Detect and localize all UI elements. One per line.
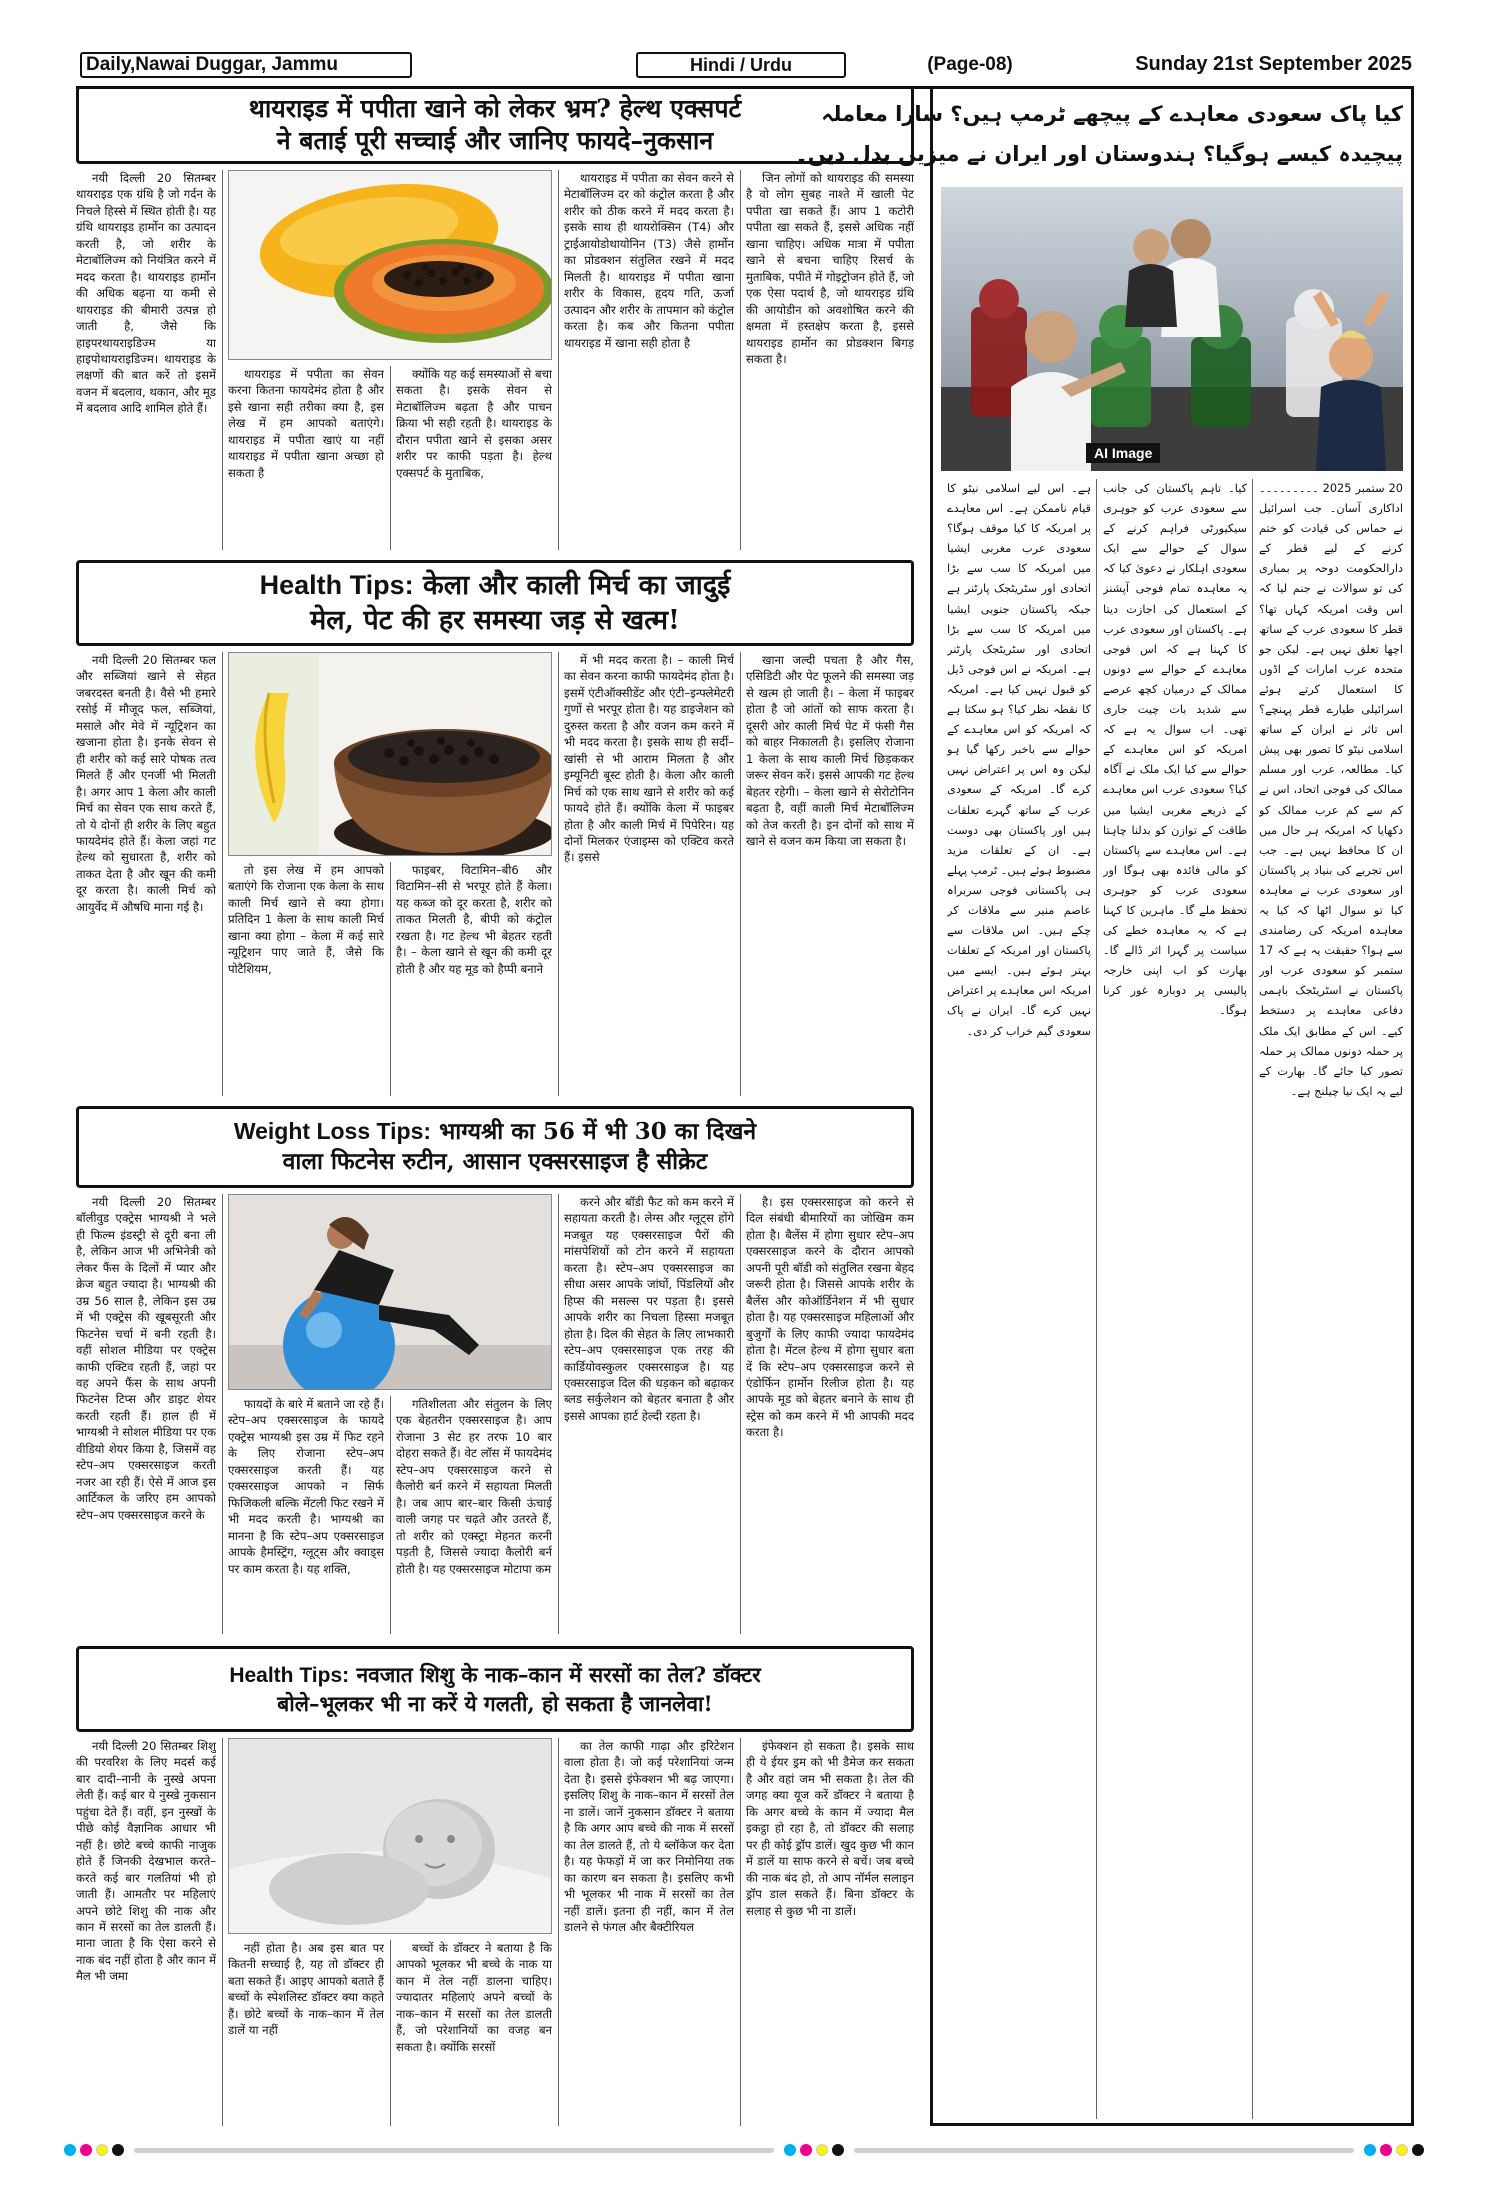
article-newborn-oil: [76, 1646, 914, 2126]
body-text: थायराइड में पपीता का सेवन करने से मेटाबॉलिज्म दर को कंट्रोल करता है और शरीर को ठीक करने में मदद करता है। इसके साथ ही थायरोक्सिन (T4) और ट्राईआयोडोथायोनिन (T3) जैसे हार्मोन का प्रोडक्शन संतुलित रखने में मदद मिलती है। थायराइड में पपीता खाना शरीर के विकास, हृदय गति, ऊर्जा उत्पादन और शरीर के तापमान को कंट्रोल करता है। कब और कितना पपीता थायराइड में खाना सही होता है: [564, 171, 734, 350]
cyan-dot: [1364, 2144, 1376, 2156]
body-text: में भी मदद करता है। – काली मिर्च का सेवन करना काफी फायदेमंद होता है। इसमें एंटीऑक्सीडेंट और एंटी–इन्फ्लेमेटरी गुणों से भरपूर होता है। यह डाइजेशन को दुरुस्त करता है और वजन कम करने में भी मदद करता है। इसके साथ ही सर्दी–खांसी से भी आराम मिलता है और इम्यूनिटी बूस्ट होती है। केला और काली मिर्च को एक साथ खाने से शरीर को कई फायदे होते हैं। क्योंकि केला में फाइबर होता है और काली मिर्च में पिपेरिन। यह दोनों मिलकर एंजाइम्स को एक्टिव करते हैं। इससे: [564, 653, 734, 865]
body-text: जिन लोगों को थायराइड की समस्या है वो लोग सुबह नाश्ते में खाली पेट पपीता खा सकते हैं। आप 1 कटोरी पपीता खा सकते हैं, इससे अधिक नहीं खाना चाहिए। अधिक मात्रा में पपीता खाने से बचना चाहिए रिसर्च के मुताबिक, पपीते में गोइट्रोजन होते हैं, जो एक ऐसा पदार्थ है, जो थायराइड ग्रंथि की आयोडीन को अवशोषित करने की क्षमता में हस्तक्षेप करता है, इससे थायराइड हार्मोन का प्रोडक्शन बिगड़ सकता है।: [746, 171, 914, 366]
body-text: का तेल काफी गाढ़ा और इरिटेशन वाला होता है। जो कई परेशानियां जन्म देता है। इससे इंफेक्शन भी बढ़ जाएगा। इसलिए शिशु के नाक–कान में सरसों तेल ना डालें। जानें नुकसान डॉक्टर ने बताया है कि अगर आप बच्चे की नाक में सरसों का तेल डालते हैं, तो ये ब्लॉकेज कर देता है। यह फेफड़ों में जा कर निमोनिया तक का कारण बन सकता है। इसलिए कभी भी भूलकर भी नाक में सरसों का तेल नहीं डालें। इतना ही नहीं, कान में तेल डालने से फंगल और बैक्टीरियल: [564, 1739, 734, 1934]
body-text: फायदों के बारे में बताने जा रहे हैं। स्टेप–अप एक्सरसाइज के फायदे एक्ट्रेस भाग्यश्री इस उम्र में फिट रहने के लिए रोजाना स्टेप–अप एक्सरसाइज करती हैं। यह एक्सरसाइज आपको न सिर्फ फिजिकली बल्कि मेंटली फिट रखने में भी मदद करती है। भाग्यश्री का मानना है कि स्टेप–अप एक्सरसाइज आपके हैमस्ट्रिंग, ग्लूट्स और क्वाड्स पर काम करता है। यह शक्ति,: [228, 1397, 384, 1576]
gray-bar: [134, 2148, 774, 2153]
black-dot: [832, 2144, 844, 2156]
body-text: गतिशीलता और संतुलन के लिए एक बेहतरीन एक्सरसाइज है। आप रोजाना 3 सेट हर तरफ 10 बार दोहरा सकते हैं। वेट लॉस में फायदेमंद स्टेप–अप एक्सरसाइज करने से कैलोरी बर्न करने में सहायता मिलती है। जब आप बार–बार किसी ऊंचाई वाली जगह पर चढ़ते और उतरते हैं, तो शरीर को एक्स्ट्रा मेहनत करनी पड़ती है, जिससे ज्यादा कैलोरी बर्न होती है। यह एक्सरसाइज मोटापा कम: [396, 1397, 552, 1576]
article-papaya-thyroid: [76, 86, 914, 552]
print-registration-bar: [60, 2144, 1440, 2158]
article-body: [76, 652, 914, 1096]
article-headline: [76, 86, 914, 164]
body-column-5: [746, 1738, 914, 2126]
body-column-5: [746, 170, 914, 550]
black-dot: [112, 2144, 124, 2156]
masthead: [76, 52, 1412, 80]
body-column-2: [228, 862, 384, 1096]
column-rule: [740, 1194, 741, 1634]
column-rule: [558, 1738, 559, 2126]
issue-date: Sunday 21st September 2025: [1135, 53, 1412, 75]
body-text: फाइबर, विटामिन–बी6 और विटामिन–सी से भरपूर होते हैं केला। यह कब्ज को दूर करता है, शरीर को ताकत मिलती है, बीपी को कंट्रोल रखता है। गट हेल्थ भी बेहतर रहती है। – केला खाने से खून की कमी दूर होती है और यह मूड को हैप्पी बनाने: [396, 863, 552, 976]
headline-tag: Weight Loss Tips:: [233, 1118, 432, 1145]
column-rule: [390, 1396, 391, 1634]
body-text: नयी दिल्ली 20 सितम्बर फल और सब्जियां खाने से सेहत जबरदस्त बनती है। वैसे भी हमारे रसोई में मौजूद फल, सब्जियां, मसाले और मेवे में न्यूट्रिशन का खजाना होता है। इनके सेवन से ही शरीर को कई सारे पोषक तत्व मिलते हैं और एनर्जी भी मिलती है। अगर आप 1 केला और काली मिर्च का सेवन एक साथ करते हैं, तो ये दोनों ही शरीर के लिए बहुत फायदेमंद होते हैं। केला जहां गट हेल्थ को सुधारता है, शरीर को ताकत देता है और खून की कमी दूर करता है। काली मिर्च को आयुर्वेद में औषधि माना गई है।: [76, 653, 216, 914]
body-text: थायराइड में पपीता का सेवन करना कितना फायदेमंद होता है और इसे खाना सही तरीका क्या है, इस लेख में हम आपको बताएंगे। थायराइड में पपीता खाएं या नहीं थायराइड में पपीता खाना अच्छा हो सकता है: [228, 367, 384, 480]
headline-text: नवजात शिशु के नाक–कान में सरसों का तेल? डॉक्टर: [356, 1662, 761, 1688]
headline-line-1: [260, 568, 731, 603]
magenta-dot: [800, 2144, 812, 2156]
column-rule: [740, 1738, 741, 2126]
headline-line-1: [229, 1661, 760, 1689]
papaya-photo: [228, 170, 552, 360]
urdu-column-3: ہے۔ اس لیے اسلامی نیٹو کا قیام ناممکن ہے۔ اس معاہدے پر امریکہ کا کیا موقف ہوگا؟ سعودی عرب مغربی ایشیا میں امریکہ کا سب سے بڑا اتحادی اور سٹریٹجک پارٹنر ہے جبکہ پاکستان جنوبی ایشیا میں امریکہ کا سب سے بڑا اتحادی اور سٹریٹجک پارٹنر ہے۔ امریکہ نے اس فوجی ڈیل کو قبول نہیں کیا ہے۔ امریکہ کا نقطہ نظر کیا؟ ہو سکتا ہے کہ امریکہ کو اس معاہدے کے حوالے سے باخبر رکھا گیا ہو لیکن وہ اس پر اعتراض نہیں کرے گا۔ امریکہ کے سعودی عرب کے ساتھ گہرے تعلقات ہیں اور پاکستان بھی دوست ہے۔ ان کے تعلقات مزید مضبوط ہوئے ہیں۔ ٹرمپ پہلے ہی پاکستانی فوجی سربراہ عاصم منیر سے ملاقات کر چکے ہیں۔ اس ملاقات سے پاکستان اور امریکہ کے تعلقات بہتر ہوئے ہیں۔ ایسے میں امریکہ اس معاہدے پر اعتراض نہیں کرے گا۔ ایران نے پاک سعودی گیم خراب کر دی۔: [947, 482, 1091, 1038]
body-column-3: [396, 1940, 552, 2126]
column-rule: [390, 862, 391, 1096]
headline-line-2: मेल, पेट की हर समस्या जड़ से खत्म!: [310, 605, 680, 636]
column-rule: [222, 652, 223, 1096]
headline-line-2: बोले–भूलकर भी ना करें ये गलती, हो सकता है जानलेवा!: [277, 1690, 713, 1716]
body-column-4: [564, 652, 734, 1096]
column-rule: [390, 366, 391, 550]
gray-bar: [854, 2148, 1354, 2153]
body-text: तो इस लेख में हम आपको बताएंगे कि रोजाना एक केला के साथ काली मिर्च खाने से क्या होगा। प्रतिदिन 1 केला के साथ काली मिर्च खाना क्या होगा – केला में कई सारे न्यूट्रिशन पाए जाते हैं, जैसे कि पोटैशियम,: [228, 863, 384, 976]
headline-tag: Health Tips:: [259, 569, 414, 600]
column-rule: [222, 170, 223, 550]
yellow-dot: [96, 2144, 108, 2156]
body-text: बच्चों के डॉक्टर ने बताया है कि आपको भूलकर भी बच्चे के नाक या कान में तेल नहीं डालना चाहिए। ज्यादातर महिलाएं अपने बच्चों के नाक–कान में सरसों का तेल डालती हैं, जो परेशानियों का वजह बन सकता है। क्योंकि सरसों: [396, 1941, 552, 2054]
black-dot: [1412, 2144, 1424, 2156]
column-rule: [558, 170, 559, 550]
page-number: (Page-08): [927, 54, 1013, 75]
body-column-3: [396, 366, 552, 550]
paper-name: Daily,Nawai Duggar, Jammu: [80, 52, 412, 78]
body-column-3: [396, 1396, 552, 1634]
body-column-1: [76, 170, 216, 550]
baby-photo: [228, 1738, 552, 1934]
headline-line-1: کیا پاک سعودی معاہدے کے پیچھے ٹرمپ ہیں؟ سارا معاملہ: [821, 102, 1403, 126]
article-body: [76, 1194, 914, 1634]
column-rule: [222, 1194, 223, 1634]
headline-line-1: [234, 1117, 756, 1147]
yellow-dot: [816, 2144, 828, 2156]
body-text: है। इस एक्सरसाइज को करने से दिल संबंधी बीमारियों का जोखिम कम होता है। बैलेंस में होगा सुधार स्टेप–अप एक्सरसाइज करने के दौरान आपको अपनी पूरी बॉडी को संतुलित रखना बेहद जरूरी होता है। जिससे आपके शरीर के बैलेंस और कोऑर्डिनेशन में भी सुधार होता है। यह एक्सरसाइज महिलाओं और बुजुर्गों के लिए काफी ज्यादा फायदेमंद होता है। मेंटल हेल्थ में होगा सुधार बता दें कि स्टेप–अप एक्सरसाइज करने से एंडोर्फिन हार्मोन रिलीज होता है। यह आपके मूड को बेहतर बनाने के साथ ही स्ट्रेस को कम करने में भी आपकी मदद करता है।: [746, 1195, 914, 1440]
headline-line-2: پیچیدہ کیسے ہوگیا؟ ہندوستان اور ایران نے میزیں بدل دیں۔: [795, 141, 1403, 166]
headline-tag: Health Tips:: [229, 1664, 350, 1688]
magenta-dot: [1380, 2144, 1392, 2156]
article-headline: [76, 1646, 914, 1732]
article-headline: [76, 1106, 914, 1188]
body-column-4: [564, 1738, 734, 2126]
body-column-1: [76, 1738, 216, 2126]
body-text: नयी दिल्ली 20 सितम्बर बॉलीवुड एक्ट्रेस भाग्यश्री ने भले ही फिल्म इंडस्ट्री से दूरी बना ली है, लेकिन आज भी अभिनेत्री को लेकर फैंस के दिलों में प्यार और क्रेज बहुत ज्यादा है। भाग्यश्री की उम्र 56 साल है, लेकिन इस उम्र में भी एक्ट्रेस की खूबसूरती और फिटनेस चर्चा में बनी रहती है। वहीं सोशल मीडिया पर एक्ट्रेस काफी एक्टिव रहती हैं, जहां पर वह अपने फैंस के साथ अपनी फिटनेस टिप्स और डाइट शेयर करती रहती हैं। हाल ही में भाग्यश्री ने सोशल मीडिया पर एक वीडियो शेयर किया है, जिसमें वह स्टेप–अप एक्सरसाइज करती नजर आ रही हैं। ऐसे में आज इस आर्टिकल के जरिए हम आपको स्टेप–अप एक्सरसाइज करने के: [76, 1195, 216, 1522]
body-column-2: [228, 1940, 384, 2126]
article-banana-pepper: [76, 560, 914, 1098]
headline-line-2: ने बताई पूरी सच्चाई और जानिए फायदे–नुकसान: [276, 126, 714, 155]
body-text: नहीं होता है। अब इस बात पर कितनी सच्चाई है, यह तो डॉक्टर ही बता सकते हैं। आइए आपको बताते हैं बच्चों के स्पेशलिस्ट डॉक्टर क्या कहते हैं। छोटे बच्चों के नाक–कान में तेल डालें या नहीं: [228, 1941, 384, 2038]
body-text: नयी दिल्ली 20 सितम्बर शिशु की परवरिश के लिए मदर्स कई बार दादी–नानी के नुस्खे अपना लेती हैं। कई बार ये नुस्खे नुकसान पहुंचा देते हैं। वहीं, इन नुस्खों के पीछे कोई वैज्ञानिक आधार भी नहीं है। छोटे बच्चे काफी नाजुक होते हैं जिनकी देखभाल करते–करते कई बार गलतियां भी हो जाती हैं। आमतौर पर महिलाएं अपने छोटे शिशु की नाक और कान में सरसों का तेल डालती हैं। माना जाता है कि ऐसा करने से नाक बंद नहीं होता है और कान में मैल भी जमा: [76, 1739, 216, 1984]
body-column-2: [228, 1396, 384, 1634]
headline-line-1: थायराइड में पपीता खाने को लेकर भ्रम? हेल्थ एक्सपर्ट: [248, 93, 742, 123]
body-column-3: [396, 862, 552, 1096]
article-body: [76, 1738, 914, 2126]
urdu-column-2: کیا۔ تاہم پاکستان کی جانب سے سعودی عرب کو جوہری سیکیورٹی فراہم کرنے کے سوال کے حوالے سے ایک سعودی اہلکار نے دعویٰ کیا کہ یہ معاہدہ تمام فوجی آپشنز کے استعمال کی اجازت دیتا ہے۔ پاکستان اور سعودی عرب کا کہنا ہے کہ اس فوجی معاہدے کے حوالے سے دونوں ممالک کے درمیان کچھ عرصے سے شدید بات چیت جاری تھی۔ اب سوال یہ ہے کہ امریکہ کو اس معاہدے کے حوالے سے کیا ایک ملک نے آگاہ کیا؟ سعودی عرب اس معاہدے کے ذریعے مغربی ایشیا میں طاقت کے توازن کو بدلنا چاہتا ہے۔ اس معاہدے سے پاکستان کو مالی فائدہ بھی ہوگا اور سعودی عرب کو جوہری تحفظ ملے گا۔ ماہرین کا کہنا ہے کہ یہ معاہدہ خطے کی سیاست پر گہرا اثر ڈالے گا۔ بھارت کو اب اپنی خارجہ پالیسی پر دوبارہ غور کرنا ہوگا۔: [1103, 482, 1247, 1018]
chess-leaders-photo: [941, 187, 1403, 471]
body-column-4: [564, 1194, 734, 1634]
column-rule: [1096, 479, 1097, 2119]
body-text: क्योंकि यह कई समस्याओं से बचा सकता है। इसके सेवन से मेटाबॉलिज्म बढ़ता है और पाचन क्रिया भी सही रहती है। थायराइड के दौरान पपीता खाने से इसका असर शरीर पर काफी पड़ता है। हेल्थ एक्सपर्ट के मुताबिक,: [396, 367, 552, 480]
magenta-dot: [80, 2144, 92, 2156]
yellow-dot: [1396, 2144, 1408, 2156]
headline-text: केला और काली मिर्च का जादुई: [423, 569, 731, 601]
headline-line-2: वाला फिटनेस रुटीन, आसान एक्सरसाइज है सीक्रेट: [282, 1148, 708, 1175]
cyan-dot: [784, 2144, 796, 2156]
urdu-headline: [795, 95, 1403, 185]
cyan-dot: [64, 2144, 76, 2156]
column-rule: [558, 652, 559, 1096]
body-column-1: [76, 1194, 216, 1634]
body-column-2: [228, 366, 384, 550]
body-column-5: [746, 1194, 914, 1634]
urdu-body: [941, 479, 1403, 2119]
body-text: खाना जल्दी पचता है और गैस, एसिडिटी और पेट फूलने की समस्या जड़ से खत्म हो जाती है। – केला में फाइबर होता है जो आंतों को साफ करता है। दूसरी ओर काली मिर्च पेट में फंसी गैस को बाहर निकालती है। इसलिए रोजाना 1 केला के साथ काली मिर्च छिड़ककर जरूर सेवन करें। इससे आपकी गट हेल्थ बेहतर रहेगी। – केला खाने से सेरोटोनिन बढ़ता है, वहीं काली मिर्च मेटाबॉलिज्म को तेज करती है। इन दोनों को साथ में खाने से वजन कम किया जा सकता है।: [746, 653, 914, 848]
column-rule: [740, 652, 741, 1096]
urdu-column-1: 20 ستمبر 2025 ۔۔۔۔۔۔۔۔۔ اداکاری آسان۔ جب اسرائیل نے حماس کی قیادت کو ختم کرنے کے لیے قطر کے دارالحکومت دوحہ پر بمباری کی تو سوالات نے جنم لیا کہ اس وقت امریکہ کہاں تھا؟ قطر کا سعودی عرب کے ساتھ اچھا تعلق نہیں ہے۔ لیکن جو متحدہ عرب امارات کے اڈوں کا استعمال کرتے ہوئے اسرائیلی طیارے قطر پہنچے؟ اس تاثر نے ایران کے ساتھ اسلامی نیٹو کا تصور بھی پیش کیا۔ مطالعہ، عرب اور مسلم ممالک کی فوجی اتحاد، اس نے کم سے کم عرب ممالک کو دکھایا کہ امریکہ ہر حال میں ان کا محافظ نہیں ہے۔ جب اس تجربے کی بنیاد پر پاکستان اور سعودی عرب نے معاہدہ کیا تو سوال اٹھا کہ کیا یہ معاہدہ امریکہ کی رضامندی سے ہوا؟ حقیقت یہ ہے کہ 17 ستمبر کو سعودی عرب اور پاکستان نے اسٹریٹجک باہمی دفاعی معاہدے پر دستخط کیے۔ اس کے مطابق ایک ملک پر حملہ دونوں ممالک پر حملہ تصور کیا جائے گا۔ بھارت کے لیے یہ ایک نیا چیلنج ہے۔: [1259, 482, 1403, 1098]
column-rule: [1252, 479, 1253, 2119]
body-text: नयी दिल्ली 20 सितम्बर थायराइड एक ग्रंथि है जो गर्दन के निचले हिस्से में स्थित होती है। यह ग्रंथि थायराइड हार्मोन का उत्पादन करती है, जो शरीर के मेटाबॉलिज्म को नियंत्रित करने में मदद करता है। थायराइड हार्मोन की अधिक बढ़ना या कमी से थायराइड की बीमारी उत्पन्न हो जाती है, जैसे कि हाइपरथायराइडिज्म या हाइपोथायराइडिज्म। थायराइड के लक्षणों की बात करें तो इसमें वजन में बदलाव, थकान, और मूड में बदलाव आदि शामिल होते हैं।: [76, 171, 216, 416]
body-text: इंफेक्शन हो सकता है। इसके साथ ही ये ईयर ड्रम को भी डैमेज कर सकता है और वहां जम भी सकता है। तेल की जगह क्या यूज करें डॉक्टर ने बताया है कि अगर बच्चे के कान में ज्यादा मैल इकट्ठा हो रहा है, तो डॉक्टर की सलाह पर ही कोई ड्रॉप डालें। खुद कुछ भी कान में डालें या साफ करने से बचें। जब बच्चे की नाक बंद हो, तो आप नॉर्मल सलाइन ड्रॉप डाल सकते हैं। बिना डॉक्टर के सलाह से कुछ भी ना डालें।: [746, 1739, 914, 1918]
hindi-section: [76, 86, 914, 2126]
article-bhagyashree-fitness: [76, 1106, 914, 1636]
fitness-photo: [228, 1194, 552, 1390]
body-column-1: [76, 652, 216, 1096]
article-headline: [76, 560, 914, 646]
column-rule: [558, 1194, 559, 1634]
column-rule: [390, 1940, 391, 2126]
headline-text: भाग्यश्री का 56 में भी 30 का दिखने: [439, 1118, 757, 1146]
article-body: [76, 170, 914, 550]
language-label: Hindi / Urdu: [636, 52, 846, 78]
column-rule: [740, 170, 741, 550]
column-rule: [222, 1738, 223, 2126]
ai-image-label: AI Image: [1086, 443, 1160, 463]
banana-pepper-photo: [228, 652, 552, 856]
body-text: करने और बॉडी फैट को कम करने में सहायता करती है। लेग्स और ग्लूट्स होंगे मजबूत यह एक्सरसाइज पैरों की मांसपेशियों को टोन करने में सहायता करता है। स्टेप–अप एक्सरसाइज का सीधा असर आपके जांघों, पिंडलियों और हिप्स की मसल्स पर पड़ता है। इससे आपके शरीर का निचला हिस्सा मजबूत होता है। दिल की सेहत के लिए लाभकारी स्टेप–अप एक्सरसाइज एक तरह की कार्डियोवस्कुलर एक्सरसाइज है। यह एक्सरसाइज दिल की धड़कन को बढ़ाकर ब्लड सर्कुलेशन को बेहतर बनाता है और इससे आपका हार्ट हेल्दी रहता है।: [564, 1195, 734, 1423]
body-column-4: [564, 170, 734, 550]
body-column-5: [746, 652, 914, 1096]
